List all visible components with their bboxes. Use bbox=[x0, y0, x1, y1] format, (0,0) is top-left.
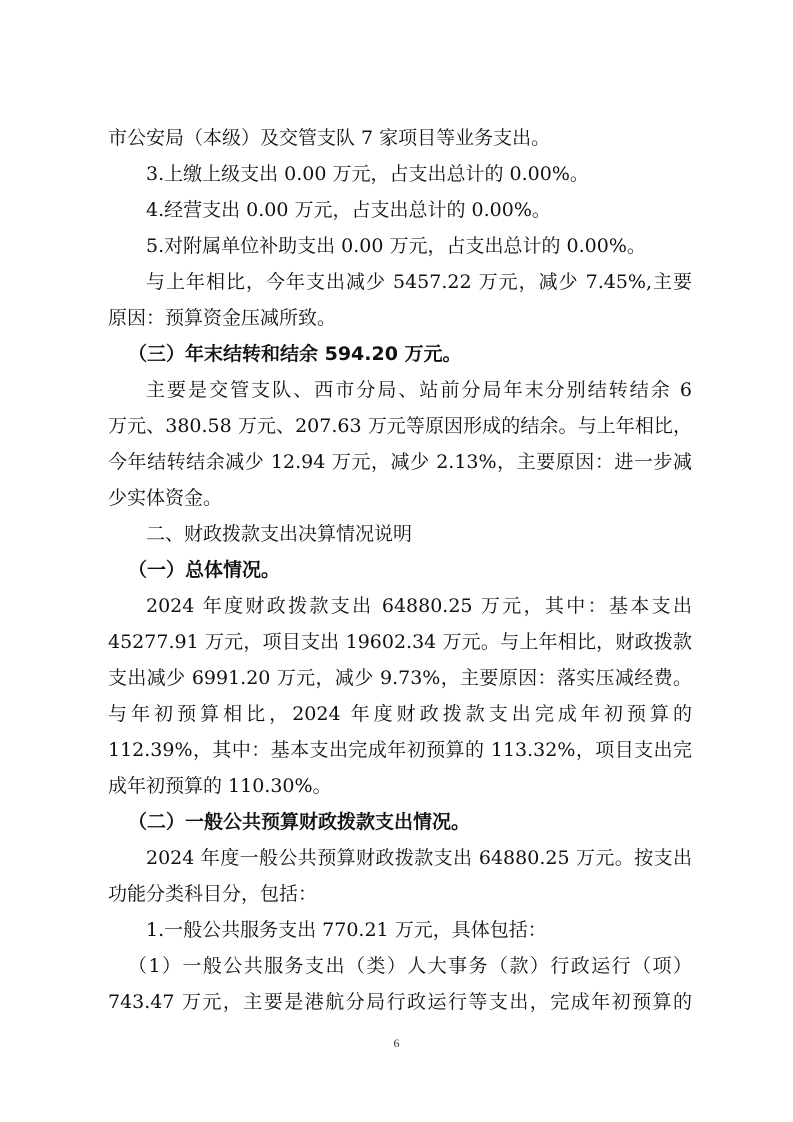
body-text-line: 成年初预算的 110.30%。 bbox=[108, 775, 332, 797]
body-text-line: 2024 年度一般公共预算财政拨款支出 64880.25 万元。按支出 bbox=[146, 847, 692, 869]
body-text-line: 2024 年度财政拨款支出 64880.25 万元，其中：基本支出 bbox=[146, 595, 692, 617]
body-text-line: 4.经营支出 0.00 万元，占支出总计的 0.00%。 bbox=[146, 199, 551, 221]
body-text-line: （1）一般公共服务支出（类）人大事务（款）行政运行（项） bbox=[128, 955, 692, 977]
body-text-line: 743.47 万元，主要是港航分局行政运行等支出，完成年初预算的 bbox=[108, 991, 692, 1013]
body-text-line: 主要是交管支队、西市分局、站前分局年末分别结转结余 6 bbox=[146, 379, 692, 401]
body-text-line: 45277.91 万元，项目支出 19602.34 万元。与上年相比，财政拨款 bbox=[108, 631, 692, 653]
body-text-line: 5.对附属单位补助支出 0.00 万元，占支出总计的 0.00%。 bbox=[146, 235, 646, 257]
body-text-line: 1.一般公共服务支出 770.21 万元，具体包括： bbox=[146, 919, 547, 941]
body-text-line: 万元、380.58 万元、207.63 万元等原因形成的结余。与上年相比， bbox=[108, 415, 692, 437]
body-text-line: 市公安局（本级）及交管支队 7 家项目等业务支出。 bbox=[108, 127, 551, 149]
body-text-line: 3.上缴上级支出 0.00 万元，占支出总计的 0.00%。 bbox=[146, 163, 589, 185]
body-text-line: 原因：预算资金压减所致。 bbox=[108, 307, 337, 329]
body-text-line: 功能分类科目分，包括： bbox=[108, 883, 318, 905]
body-text-line: 与上年相比，今年支出减少 5457.22 万元，减少 7.45%,主要 bbox=[146, 271, 692, 293]
page-number: 6 bbox=[393, 1036, 400, 1050]
subsection-heading: （二）一般公共预算财政拨款支出情况。 bbox=[128, 811, 471, 833]
body-text-line: 与年初预算相比，2024 年度财政拨款支出完成年初预算的 bbox=[108, 703, 692, 725]
section-heading: 二、财政拨款支出决算情况说明 bbox=[146, 523, 413, 545]
body-text-line: 支出减少 6991.20 万元，减少 9.73%，主要原因：落实压减经费。 bbox=[108, 667, 692, 689]
body-text-line: 少实体资金。 bbox=[108, 487, 223, 509]
body-text-line: 今年结转结余减少 12.94 万元，减少 2.13%，主要原因：进一步减 bbox=[108, 451, 692, 473]
subsection-heading: （一）总体情况。 bbox=[128, 559, 281, 581]
body-text-line: 112.39%，其中：基本支出完成年初预算的 113.32%，项目支出完 bbox=[108, 739, 692, 761]
section-heading: （三）年末结转和结余 594.20 万元。 bbox=[128, 343, 462, 365]
